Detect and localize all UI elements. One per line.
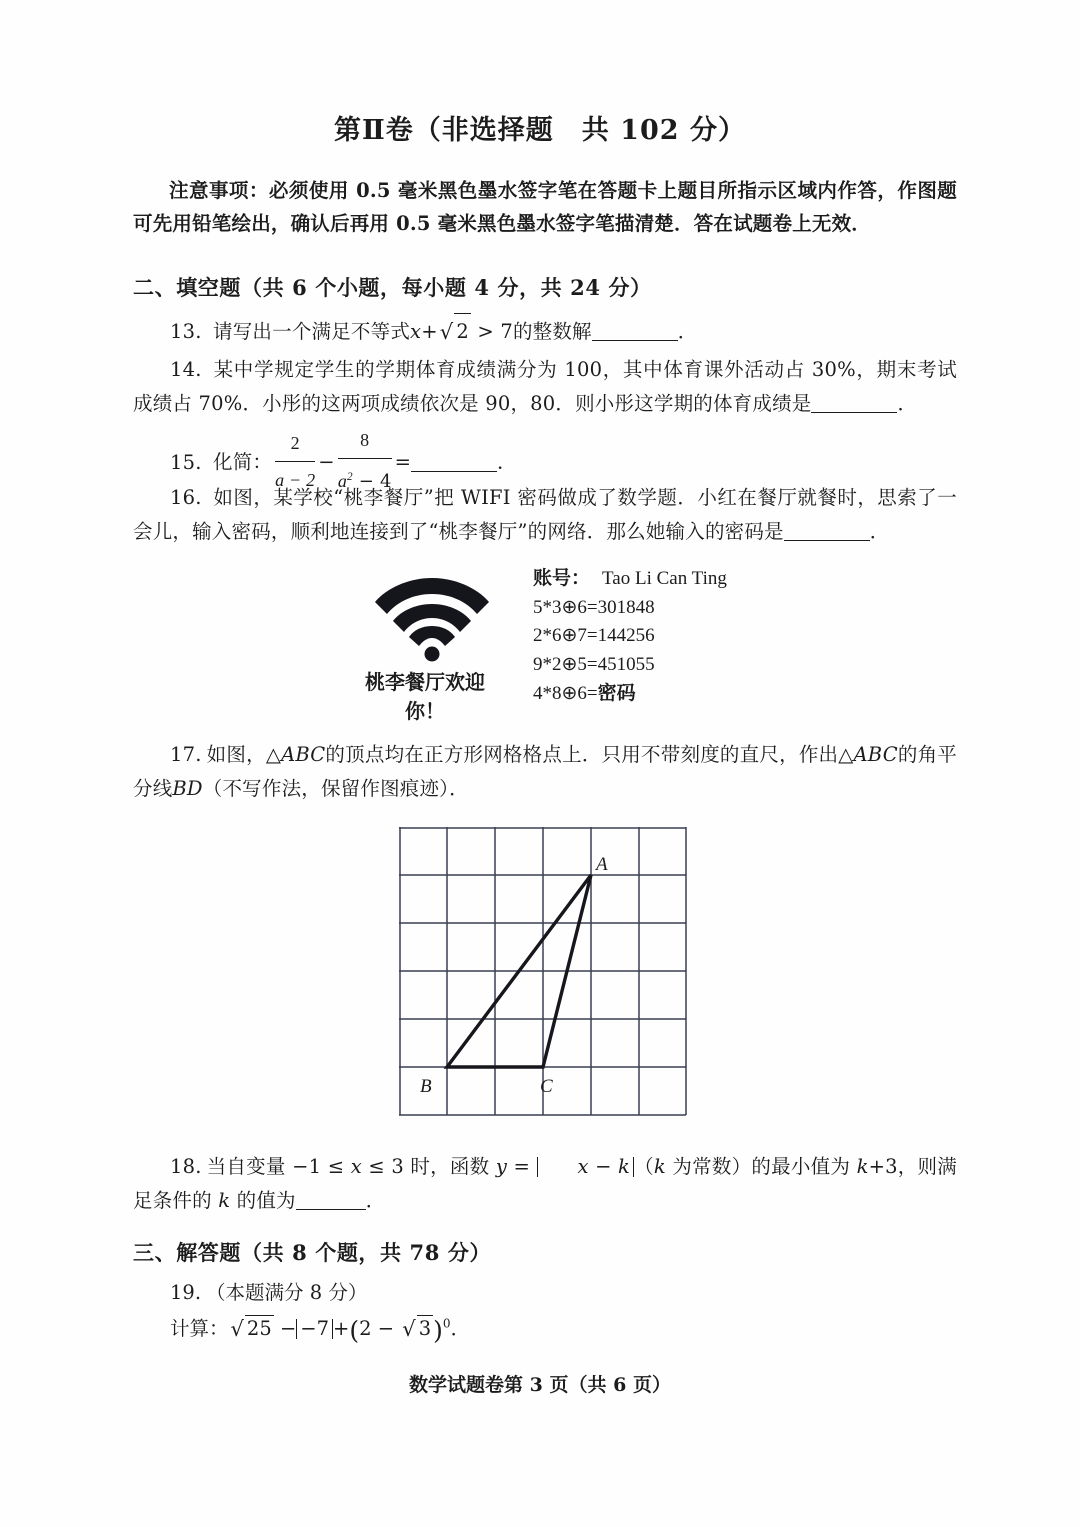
denominator-rest: − 4 — [352, 471, 392, 492]
question-14-period: ． — [897, 392, 918, 415]
question-17-triangle-abc-1: ABC — [281, 743, 326, 766]
question-14-number: 14. — [170, 358, 202, 381]
section-heading-fill-in-blank: 二、填空题（共 6 个小题，每小题 4 分，共 24 分） — [133, 275, 652, 300]
question-16-number: 16. — [170, 486, 202, 509]
wifi-account-label: 账号： — [533, 567, 591, 589]
sqrt-icon: √ 2 — [438, 313, 471, 349]
question-19-paren-close: ) — [433, 1316, 443, 1345]
question-13-plus: + — [421, 320, 438, 343]
question-19-absolute-value: −7 — [296, 1319, 333, 1339]
question-14-answer-blank[interactable] — [811, 412, 897, 413]
question-18-var-k-2: k — [856, 1155, 869, 1178]
fraction-first-numerator: 2 — [275, 426, 315, 462]
vertex-label-a: A — [596, 854, 608, 875]
question-18-var-x-1: x — [350, 1155, 362, 1178]
question-18-var-y: y — [495, 1155, 508, 1178]
question-14 — [133, 353, 957, 421]
question-19-label: 计算： — [170, 1317, 229, 1340]
question-18-text-4: 为常数）的最小值为 — [665, 1155, 857, 1178]
question-15-answer-blank[interactable] — [411, 471, 497, 472]
question-17-text-3: 的角平分线 — [133, 743, 957, 800]
wifi-account-value: Tao Li Can Ting — [602, 568, 727, 589]
wifi-password-answer: 密码 — [597, 682, 636, 704]
question-17-segment-bd: BD — [172, 777, 203, 800]
sqrt-icon: √ 25 — [230, 1317, 272, 1341]
wifi-password-equation-row — [533, 679, 727, 709]
question-19-radicand-3: 3 — [418, 1317, 432, 1340]
question-13-number: 13. — [170, 320, 202, 343]
question-15-label: 化简： — [213, 450, 273, 474]
question-18-var-k-3: k — [218, 1189, 231, 1212]
question-15-number: 15. — [170, 450, 202, 474]
question-13-text-after: 的整数解 — [512, 320, 592, 343]
section-heading-solution: 三、解答题（共 8 个题，共 78 分） — [133, 1240, 492, 1265]
grid-lines — [399, 827, 686, 1115]
question-19-radicand-25: 25 — [246, 1317, 272, 1340]
question-16-answer-blank[interactable] — [784, 540, 870, 541]
question-15-minus: − — [318, 450, 335, 474]
question-18-answer-blank[interactable] — [296, 1209, 366, 1210]
question-18-text-1: 当自变量 −1 ≤ — [206, 1155, 351, 1178]
question-18-text-3: （ — [634, 1155, 654, 1178]
question-19-paren-open: ( — [349, 1316, 360, 1345]
question-17-text-2: 的顶点均在正方形网格格点上．只用不带刻度的直尺，作出△ — [325, 743, 854, 766]
question-18-var-k-1: k — [653, 1155, 666, 1178]
wifi-icon — [373, 562, 491, 662]
question-17-text-4: （不写作法，保留作图痕迹）． — [202, 777, 469, 800]
question-18-text-6: 的值为 — [230, 1189, 296, 1212]
question-17-triangle-abc-2: ABC — [853, 743, 898, 766]
grid-svg — [398, 826, 688, 1117]
question-19-minus: − — [279, 1317, 297, 1340]
question-16-text: 如图，某学校“桃李餐厅”把 WIFI 密码做成了数学题．小红在餐厅就餐时，思索了一会儿，输入密码，顺利地连接到了“桃李餐厅”的网络．那么她输入的密码是 — [133, 486, 957, 543]
question-13 — [170, 313, 960, 349]
question-13-text: 请写出一个满足不等式 — [213, 320, 411, 343]
denominator-exponent: 2 — [347, 471, 353, 483]
question-19-plus: + — [333, 1317, 350, 1340]
question-15-equals: = — [394, 450, 412, 474]
question-18-equals: = — [507, 1155, 537, 1178]
question-18-period: ． — [365, 1189, 386, 1212]
question-18 — [133, 1150, 957, 1218]
wifi-figure — [355, 556, 755, 721]
sqrt-icon: √ 3 — [402, 1317, 432, 1341]
question-18-number: 18. — [170, 1155, 202, 1178]
question-19-marks: （本题满分 8 分） — [206, 1281, 368, 1304]
wifi-account-row — [533, 564, 727, 594]
triangle-grid-figure — [398, 826, 688, 1117]
question-17-text-1: 如图，△ — [206, 743, 282, 766]
question-18-text-5: +3，则满足条件的 — [133, 1155, 957, 1212]
wifi-code-list — [533, 564, 727, 709]
fraction-second-numerator: 8 — [338, 423, 392, 459]
question-19-period: ． — [450, 1317, 471, 1340]
question-13-var-x: x — [410, 320, 422, 343]
wifi-password-prefix: 4*8⊕6= — [533, 683, 598, 704]
vertex-label-c: C — [540, 1076, 553, 1097]
denominator-base: a — [337, 471, 348, 491]
wifi-equation-row: 2*6⊕7=144256 — [533, 625, 655, 646]
question-15-period: ． — [497, 450, 517, 474]
question-13-period: ． — [677, 320, 698, 343]
notice-paragraph: 注意事项：必须使用 0.5 毫米黑色墨水签字笔在答题卡上题目所指示区域内作答，作图题可先用铅笔绘出，确认后再用 0.5 毫米黑色墨水签字笔描清楚．答在试题卷上无效． — [133, 179, 957, 235]
question-19-inner: 2 − — [359, 1317, 401, 1340]
question-19-number: 19. — [170, 1281, 202, 1304]
question-17-number: 17. — [170, 743, 202, 766]
question-13-answer-blank[interactable] — [592, 340, 678, 341]
fraction-first-denominator: a − 2 — [275, 469, 316, 490]
question-19-header — [170, 1277, 367, 1305]
question-19-formula — [170, 1313, 470, 1345]
question-13-radicand: 2 — [454, 313, 471, 349]
page-footer: 数学试题卷第 3 页（共 6 页） — [409, 1374, 671, 1396]
question-18-text-2: ≤ 3 时，函数 — [361, 1155, 496, 1178]
page-title: 第Ⅱ卷（非选择题 共 102 分） — [334, 115, 746, 146]
question-16 — [133, 481, 957, 549]
question-19-exponent: 0 — [442, 1316, 451, 1331]
question-14-text: 某中学规定学生的学期体育成绩满分为 100，其中体育课外活动占 30%，期末考试成绩占 70%．小彤的这两项成绩依次是 90，80．则小彤这学期的体育成绩是 — [133, 358, 957, 415]
question-17 — [133, 738, 957, 806]
absolute-value-expression: x − k — [537, 1157, 635, 1177]
question-13-inequality: > 7 — [477, 320, 513, 343]
wifi-equation-row: 9*2⊕5=451055 — [533, 653, 655, 675]
question-16-period: ． — [869, 520, 890, 543]
wifi-caption: 桃李餐厅欢迎你！ — [365, 670, 485, 723]
vertex-label-b: B — [420, 1076, 432, 1097]
wifi-equation-row: 5*3⊕6=301848 — [533, 596, 655, 618]
